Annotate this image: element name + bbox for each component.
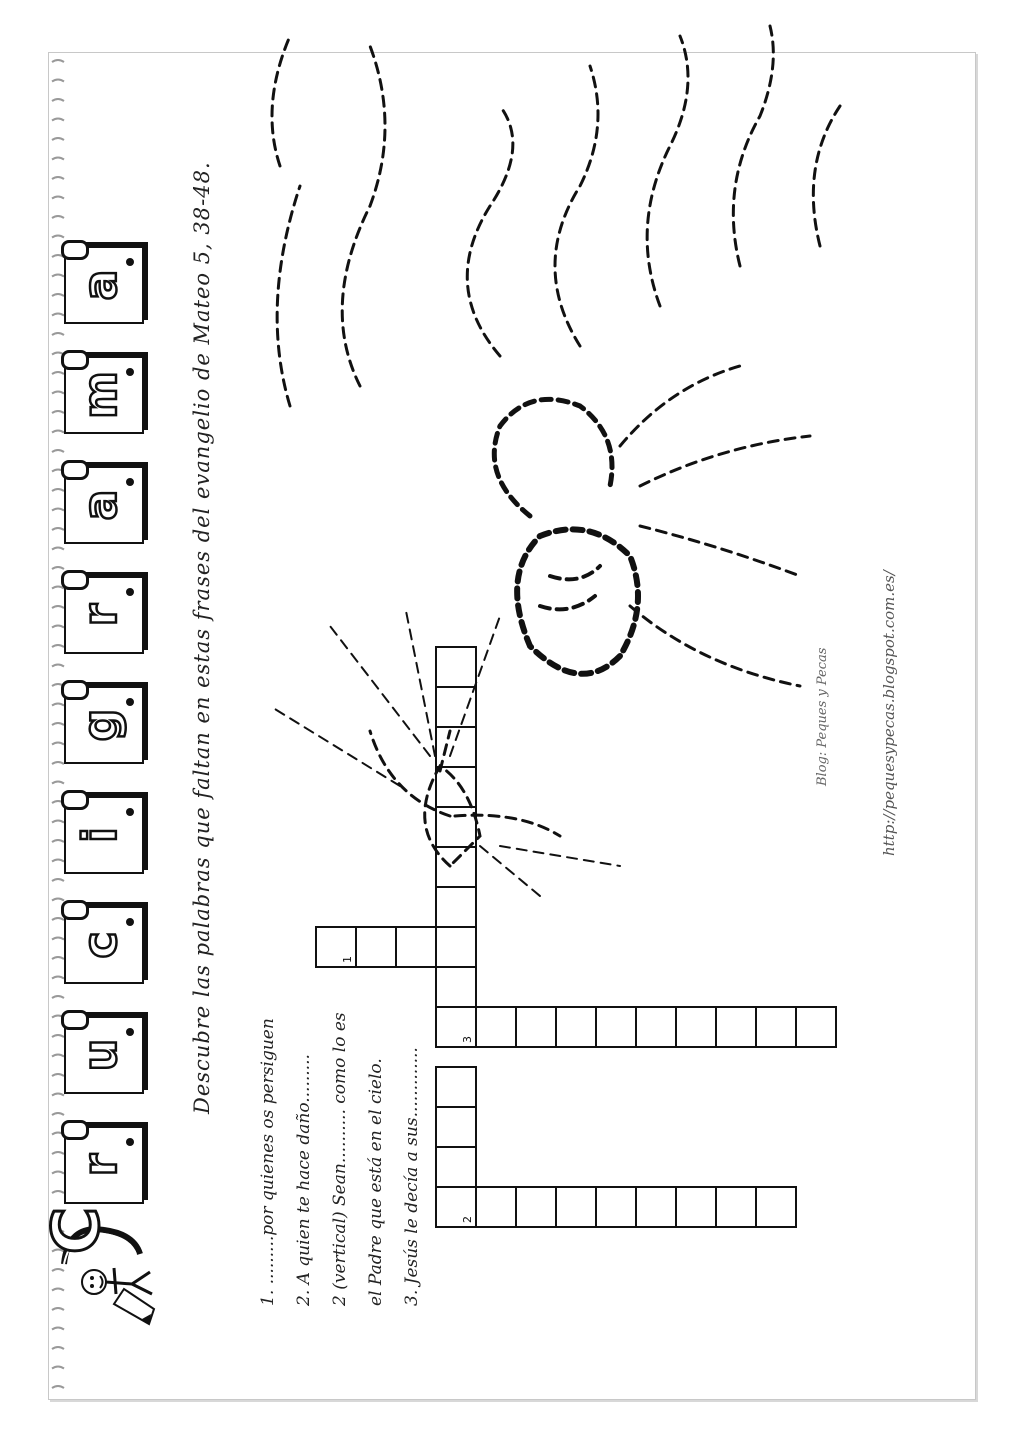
- spiral-ring: [52, 1347, 64, 1349]
- cell-number: 1: [341, 956, 354, 963]
- crossword-cell[interactable]: [555, 1186, 597, 1228]
- tile-letter: a: [73, 269, 127, 301]
- crossword-cell[interactable]: [715, 1006, 757, 1048]
- crossword-cell[interactable]: [675, 1186, 717, 1228]
- crossword-cell[interactable]: [595, 1006, 637, 1048]
- clue-1: 1. .........por quienes os persiguen: [258, 1018, 278, 1306]
- tile-letter: g: [73, 708, 127, 742]
- crossword-cell[interactable]: [675, 1006, 717, 1048]
- crossword-cell[interactable]: [755, 1006, 797, 1048]
- crossword-cell[interactable]: [715, 1186, 757, 1228]
- clue-2: 2. A quien te hace daño.........: [294, 1054, 314, 1306]
- blog-url: http://pequesypecas.blogspot.com.es/: [880, 570, 898, 856]
- crossword-cell[interactable]: [795, 1006, 837, 1048]
- title-tile: [64, 466, 144, 544]
- crossword-cell[interactable]: [635, 1186, 677, 1228]
- crossword-cell[interactable]: [635, 1006, 677, 1048]
- clue-list: [250, 976, 430, 1306]
- baptism-illustration: [200, 6, 920, 906]
- title-tile: [64, 686, 144, 764]
- crossword-cell[interactable]: [315, 926, 357, 968]
- crossword-cell[interactable]: [395, 926, 437, 968]
- title-tile: [64, 906, 144, 984]
- tile-letter: r: [73, 1153, 127, 1177]
- crossword-cell[interactable]: [475, 1006, 517, 1048]
- title-tile: [64, 1126, 144, 1204]
- crossword-cell[interactable]: [515, 1186, 557, 1228]
- crossword-cell[interactable]: [435, 1146, 477, 1188]
- crossword-cell[interactable]: [515, 1006, 557, 1048]
- title-tile: [64, 356, 144, 434]
- blog-watermark: Blog: Peques y Pecas: [815, 647, 830, 786]
- title-initial: C: [40, 1207, 114, 1254]
- title-tile: [64, 796, 144, 874]
- crossword-cell[interactable]: [435, 1066, 477, 1108]
- crossword-cell[interactable]: [355, 926, 397, 968]
- clue-2-vertical-continued: el Padre que está en el cielo.: [366, 1058, 386, 1306]
- cell-number: 2: [461, 1216, 474, 1223]
- clue-3: 3. Jesús le decía a sus.............: [402, 1047, 422, 1306]
- tile-letter: u: [73, 1038, 127, 1072]
- title-tile: [64, 246, 144, 324]
- crossword-cell[interactable]: [555, 1006, 597, 1048]
- crossword-cell[interactable]: [755, 1186, 797, 1228]
- spiral-ring: [52, 1367, 64, 1369]
- crossword-cell[interactable]: [475, 1186, 517, 1228]
- crossword-cell[interactable]: [435, 1106, 477, 1148]
- tile-letter: a: [73, 489, 127, 521]
- crossword-cell[interactable]: [435, 1186, 477, 1228]
- tile-letter: m: [73, 371, 127, 419]
- crossword-cell[interactable]: [435, 966, 477, 1008]
- clue-2-vertical: 2 (vertical) Sean.......... como lo es: [330, 1012, 350, 1306]
- instructions-text: Descubre las palabras que faltan en estas frases del evangelio de Mateo 5, 38-48.: [190, 161, 214, 1114]
- crossword-cell[interactable]: [595, 1186, 637, 1228]
- tile-letter: r: [73, 603, 127, 627]
- crossword-cell[interactable]: [435, 1006, 477, 1048]
- title-tile: [64, 1016, 144, 1094]
- crossword-cell[interactable]: [435, 926, 477, 968]
- tile-letter: i: [73, 827, 127, 843]
- title-tile: [64, 576, 144, 654]
- spiral-ring: [52, 1386, 64, 1388]
- cell-number: 3: [461, 1036, 474, 1043]
- title-tiles: [0, 0, 140, 1346]
- tile-letter: c: [73, 931, 127, 959]
